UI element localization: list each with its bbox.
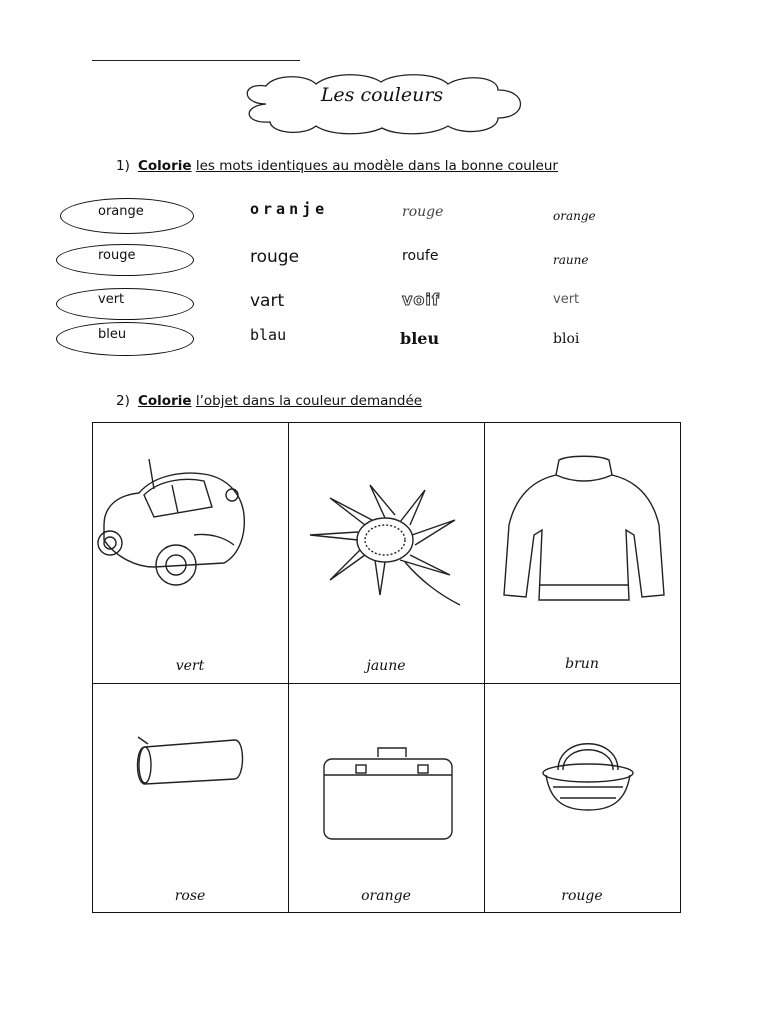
pencil-case-icon[interactable] xyxy=(130,732,248,792)
grid-divider xyxy=(92,683,681,684)
color-word-car: vert xyxy=(175,658,205,674)
word-option[interactable]: orange xyxy=(553,209,596,223)
word-option[interactable]: raune xyxy=(553,253,589,267)
exercise-1-instruction xyxy=(116,158,558,174)
model-word: vert xyxy=(98,292,125,307)
exercise-2-text: l’objet dans la couleur demandée xyxy=(195,393,423,409)
color-word-pencil-case: rose xyxy=(174,888,206,904)
car-icon[interactable] xyxy=(94,455,254,610)
word-option[interactable]: bloi xyxy=(553,331,580,347)
model-word: rouge xyxy=(98,248,136,263)
basket-icon[interactable] xyxy=(538,735,638,815)
model-word: bleu xyxy=(98,327,127,342)
exercise-1-text: les mots identiques au modèle dans la bonne couleur xyxy=(195,158,558,174)
color-word-basket: rouge xyxy=(561,888,603,904)
word-option[interactable]: blau xyxy=(250,326,287,344)
word-option[interactable]: vart xyxy=(250,291,285,311)
exercise-1-keyword: Colorie xyxy=(138,158,192,174)
word-option[interactable]: vert xyxy=(553,292,580,307)
word-option[interactable]: voif xyxy=(402,290,440,309)
model-oval-vert[interactable] xyxy=(56,288,194,320)
word-option[interactable]: rouge xyxy=(402,204,444,220)
word-option[interactable]: roufe xyxy=(402,248,439,264)
word-option[interactable]: bleu xyxy=(400,329,440,348)
name-line[interactable] xyxy=(92,60,300,61)
sweater-icon[interactable] xyxy=(494,455,672,615)
word-option[interactable]: oranje xyxy=(250,200,329,218)
exercise-2-keyword: Colorie xyxy=(138,393,192,409)
color-word-flower: jaune xyxy=(366,658,406,674)
exercise-2-instruction xyxy=(116,393,422,409)
page-title: Les couleurs xyxy=(320,84,444,106)
color-word-sweater: brun xyxy=(565,656,599,672)
exercise-1-number: 1) xyxy=(116,158,130,174)
color-word-suitcase: orange xyxy=(361,888,411,904)
suitcase-icon[interactable] xyxy=(318,745,458,845)
model-word: orange xyxy=(98,204,144,219)
flower-icon[interactable] xyxy=(300,480,470,610)
word-option[interactable]: rouge xyxy=(250,247,300,267)
exercise-2-number: 2) xyxy=(116,393,130,409)
